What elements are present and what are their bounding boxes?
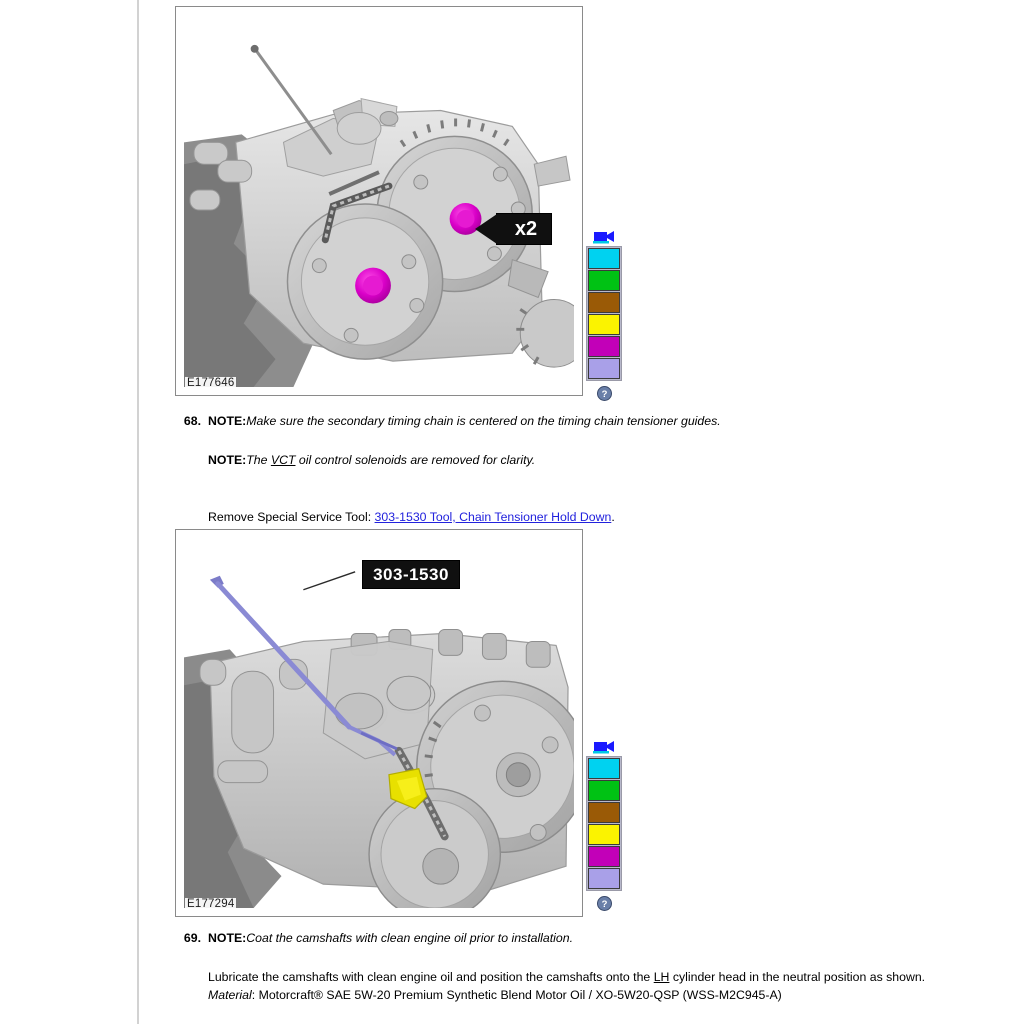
note-label: NOTE: [208, 453, 247, 468]
engine-illustration-1 [184, 15, 574, 387]
step-68-instruction [208, 509, 975, 526]
swatch-yellow[interactable] [588, 314, 620, 335]
swatch-green[interactable] [588, 270, 620, 291]
step-69-material [208, 987, 975, 1004]
callout-x2 [496, 213, 552, 245]
step-69-body [208, 969, 975, 986]
body-text-pre: Lubricate the camshafts with clean engine oil and position the camshafts onto the [208, 970, 654, 985]
material-text: : Motorcraft® SAE 5W-20 Premium Synthetic Blend Motor Oil / XO-5W20-QSP (WSS-M2C945-A) [251, 987, 782, 1002]
note-label: NOTE: [208, 414, 247, 428]
figure-1-image [184, 15, 574, 387]
figure-2-frame [175, 529, 583, 917]
color-swatch-list-1[interactable] [586, 246, 622, 381]
engine-illustration-2 [184, 538, 574, 908]
figure-1-frame [175, 6, 583, 396]
note-text-pre: The [246, 453, 271, 468]
note-text-post: oil control solenoids are removed for clarity. [295, 453, 536, 468]
swatch-brown[interactable] [588, 292, 620, 313]
instruction-period: . [611, 509, 615, 524]
swatch-violet[interactable] [588, 358, 620, 379]
special-service-tool-link[interactable]: 303-1530 Tool, Chain Tensioner Hold Down [374, 509, 612, 524]
help-icon[interactable] [586, 381, 622, 403]
callout-x2-label: x2 [514, 217, 538, 240]
callout-tool-number [362, 560, 460, 589]
step-69-note-1 [208, 930, 975, 947]
swatch-cyan[interactable] [588, 248, 620, 269]
swatch-magenta[interactable] [588, 846, 620, 867]
step-69-number: 69. [183, 931, 201, 945]
step-68-number: 68. [183, 414, 201, 428]
step-68-note-1 [208, 413, 975, 430]
note-text: Make sure the secondary timing chain is centered on the timing chain tensioner guides. [246, 414, 721, 428]
callout-tool-label: 303-1530 [373, 564, 449, 584]
swatch-cyan[interactable] [588, 758, 620, 779]
step-68 [175, 413, 975, 526]
svg-text:?: ? [601, 898, 607, 910]
image-toolbar-2[interactable] [586, 738, 622, 913]
page-margin-rule [137, 0, 139, 1024]
note-text: Coat the camshafts with clean engine oil prior to installation. [246, 931, 573, 945]
instruction-text: Remove Special Service Tool: [208, 509, 375, 524]
swatch-brown[interactable] [588, 802, 620, 823]
figure-1-caption: E177646 [187, 377, 235, 389]
step-69 [175, 930, 975, 1004]
swatch-violet[interactable] [588, 868, 620, 889]
video-camera-icon[interactable] [586, 228, 622, 246]
note-label: NOTE: [208, 931, 247, 945]
swatch-magenta[interactable] [588, 336, 620, 357]
image-toolbar-1[interactable] [586, 228, 622, 403]
svg-text:?: ? [601, 388, 607, 400]
video-camera-icon[interactable] [586, 738, 622, 756]
step-68-note-2 [208, 452, 975, 469]
swatch-green[interactable] [588, 780, 620, 801]
abbr-lh: LH [653, 970, 670, 985]
color-swatch-list-2[interactable] [586, 756, 622, 891]
abbr-vct: VCT [270, 453, 296, 468]
figure-2-image [184, 538, 574, 908]
body-text-post: cylinder head in the neutral position as shown. [669, 970, 926, 985]
help-icon[interactable] [586, 891, 622, 913]
figure-2-caption: E177294 [187, 898, 235, 910]
material-label: Material [208, 987, 252, 1002]
swatch-yellow[interactable] [588, 824, 620, 845]
